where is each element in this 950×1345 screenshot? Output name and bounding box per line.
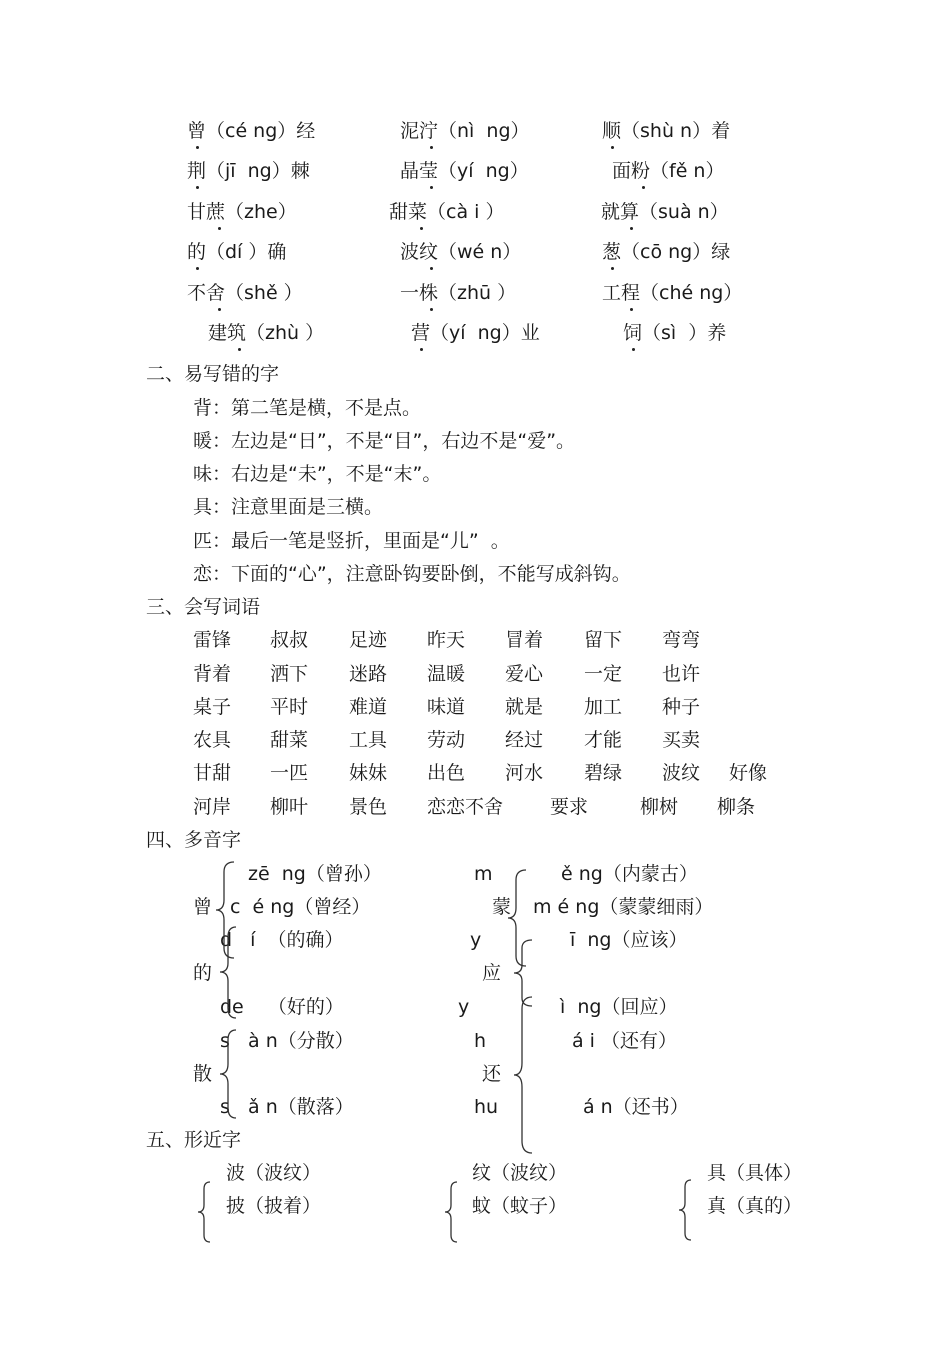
pinyin-item: 面粉（fě n） xyxy=(612,160,725,182)
pinyin-item: 荆（jī ng）棘 xyxy=(187,160,310,182)
brace-icon xyxy=(194,1180,214,1244)
note-line: 具：注意里面是三横。 xyxy=(193,496,384,518)
polyphone-char: 蒙 xyxy=(492,896,512,918)
emphasis-dot xyxy=(238,348,241,351)
emphasis-dot xyxy=(430,186,433,189)
word: 波纹 xyxy=(662,762,701,784)
polyphone-reading: ì ng（回应） xyxy=(560,996,678,1018)
emphasis-dot xyxy=(630,227,633,230)
pinyin-item: 饲（sì ）养 xyxy=(623,322,727,344)
word: 叔叔 xyxy=(270,629,309,651)
pinyin-item: 一株（zhū ） xyxy=(400,282,517,304)
word: 碧绿 xyxy=(584,762,623,784)
section-heading: 五、形近字 xyxy=(146,1129,242,1151)
brace-icon xyxy=(214,925,244,1020)
polyphone-reading: h xyxy=(474,1030,487,1052)
word: 桌子 xyxy=(193,696,232,718)
emphasis-dot xyxy=(430,267,433,270)
emphasis-dot xyxy=(218,308,221,311)
emphasis-dot xyxy=(196,146,199,149)
word: 好像 xyxy=(729,762,768,784)
note-line: 暖：左边是“日”，不是“目”，右边不是“爱”。 xyxy=(193,430,576,452)
note-line: 味：右边是“未”，不是“末”。 xyxy=(193,463,442,485)
polyphone-reading: c é ng（曾经） xyxy=(230,896,371,918)
word: 河岸 xyxy=(193,796,232,818)
word: 迷路 xyxy=(349,663,388,685)
note-line: 匹：最后一笔是竖折，里面是“儿” 。 xyxy=(193,530,510,552)
word: 难道 xyxy=(349,696,388,718)
polyphone-reading: d í （的确） xyxy=(220,929,344,951)
word: 妹妹 xyxy=(349,762,388,784)
pinyin-item: 晶莹（yí ng） xyxy=(400,160,529,182)
word: 甘甜 xyxy=(193,762,232,784)
pinyin-item: 建筑（zhù ） xyxy=(208,322,325,344)
brace-icon xyxy=(508,995,538,1155)
polyphone-reading: s à n（分散） xyxy=(220,1030,354,1052)
word: 农具 xyxy=(193,729,232,751)
emphasis-dot xyxy=(420,348,423,351)
pinyin-item: 顺（shù n）着 xyxy=(602,120,731,142)
word: 甜菜 xyxy=(270,729,309,751)
pinyin-item: 泥泞（nì ng） xyxy=(400,120,530,142)
word: 就是 xyxy=(505,696,544,718)
polyphone-reading: m é ng（蒙蒙细雨） xyxy=(533,896,714,918)
word: 劳动 xyxy=(427,729,466,751)
word: 足迹 xyxy=(349,629,388,651)
emphasis-dot xyxy=(196,186,199,189)
brace-icon xyxy=(675,1178,695,1242)
pinyin-item: 营（yí ng）业 xyxy=(411,322,540,344)
word: 景色 xyxy=(349,796,388,818)
note-line: 背：第二笔是横，不是点。 xyxy=(193,397,422,419)
word: 温暖 xyxy=(427,663,466,685)
polyphone-reading: ě ng（内蒙古） xyxy=(561,863,698,885)
polyphone-reading: ī ng（应该） xyxy=(570,929,688,951)
emphasis-dot xyxy=(630,308,633,311)
word: 柳树 xyxy=(640,796,679,818)
section-heading: 二、易写错的字 xyxy=(146,363,280,385)
polyphone-char: 应 xyxy=(482,962,502,984)
section-heading: 四、多音字 xyxy=(146,829,242,851)
brace-icon xyxy=(441,1180,461,1244)
emphasis-dot xyxy=(430,308,433,311)
word: 才能 xyxy=(584,729,623,751)
polyphone-char: 曾 xyxy=(193,896,213,918)
word: 也许 xyxy=(662,663,701,685)
emphasis-dot xyxy=(632,348,635,351)
brace-icon xyxy=(214,1028,244,1120)
polyphone-char: 散 xyxy=(193,1063,213,1085)
word: 平时 xyxy=(270,696,309,718)
section-heading: 三、会写词语 xyxy=(146,596,261,618)
word: 洒下 xyxy=(270,663,309,685)
similar-char-item: 纹（波纹） xyxy=(472,1162,568,1184)
polyphone-reading: á n（还书） xyxy=(583,1096,689,1118)
word: 背着 xyxy=(193,663,232,685)
pinyin-item: 葱（cō ng）绿 xyxy=(602,241,731,263)
pinyin-item: 波纹（wé n） xyxy=(400,241,522,263)
pinyin-item: 就算（suà n） xyxy=(601,201,729,223)
pinyin-item: 工程（ché ng） xyxy=(602,282,743,304)
word: 弯弯 xyxy=(662,629,701,651)
similar-char-item: 波（波纹） xyxy=(226,1162,322,1184)
word: 要求 xyxy=(550,796,589,818)
word: 种子 xyxy=(662,696,701,718)
emphasis-dot xyxy=(611,146,614,149)
word: 一匹 xyxy=(270,762,309,784)
word: 味道 xyxy=(427,696,466,718)
word: 一定 xyxy=(584,663,623,685)
word: 出色 xyxy=(427,762,466,784)
pinyin-item: 甘蔗（zhe） xyxy=(187,201,297,223)
similar-char-item: 蚊（蚊子） xyxy=(472,1195,568,1217)
word: 留下 xyxy=(584,629,623,651)
similar-char-item: 披（披着） xyxy=(226,1195,322,1217)
polyphone-char: 还 xyxy=(482,1063,502,1085)
pinyin-item: 的（dí ）确 xyxy=(187,241,287,263)
word: 爱心 xyxy=(505,663,544,685)
polyphone-char: 的 xyxy=(193,962,213,984)
word: 河水 xyxy=(505,762,544,784)
emphasis-dot xyxy=(420,227,423,230)
polyphone-reading: á i （还有） xyxy=(572,1030,678,1052)
emphasis-dot xyxy=(430,146,433,149)
word: 昨天 xyxy=(427,629,466,651)
pinyin-item: 甜菜（cà i ） xyxy=(389,201,505,223)
polyphone-reading: zē ng（曾孙） xyxy=(248,863,382,885)
word: 雷锋 xyxy=(193,629,232,651)
word: 买卖 xyxy=(662,729,701,751)
note-line: 恋：下面的“心”，注意卧钩要卧倒，不能写成斜钩。 xyxy=(193,563,631,585)
pinyin-item: 不舍（shě ） xyxy=(187,282,303,304)
word: 柳叶 xyxy=(270,796,309,818)
similar-char-item: 具（具体） xyxy=(707,1162,803,1184)
emphasis-dot xyxy=(611,267,614,270)
emphasis-dot xyxy=(196,267,199,270)
polyphone-reading: hu xyxy=(474,1096,499,1118)
emphasis-dot xyxy=(642,186,645,189)
word: 工具 xyxy=(349,729,388,751)
polyphone-reading: y xyxy=(470,929,482,951)
word: 冒着 xyxy=(505,629,544,651)
similar-char-item: 真（真的） xyxy=(707,1195,803,1217)
polyphone-reading: s ǎ n（散落） xyxy=(220,1096,354,1118)
polyphone-reading: y xyxy=(458,996,470,1018)
pinyin-item: 曾（cé ng）经 xyxy=(187,120,316,142)
emphasis-dot xyxy=(218,227,221,230)
word: 加工 xyxy=(584,696,623,718)
polyphone-reading: m xyxy=(474,863,493,885)
word: 柳条 xyxy=(717,796,756,818)
word: 经过 xyxy=(505,729,544,751)
polyphone-reading: de （好的） xyxy=(220,996,344,1018)
word: 恋恋不舍 xyxy=(427,796,504,818)
